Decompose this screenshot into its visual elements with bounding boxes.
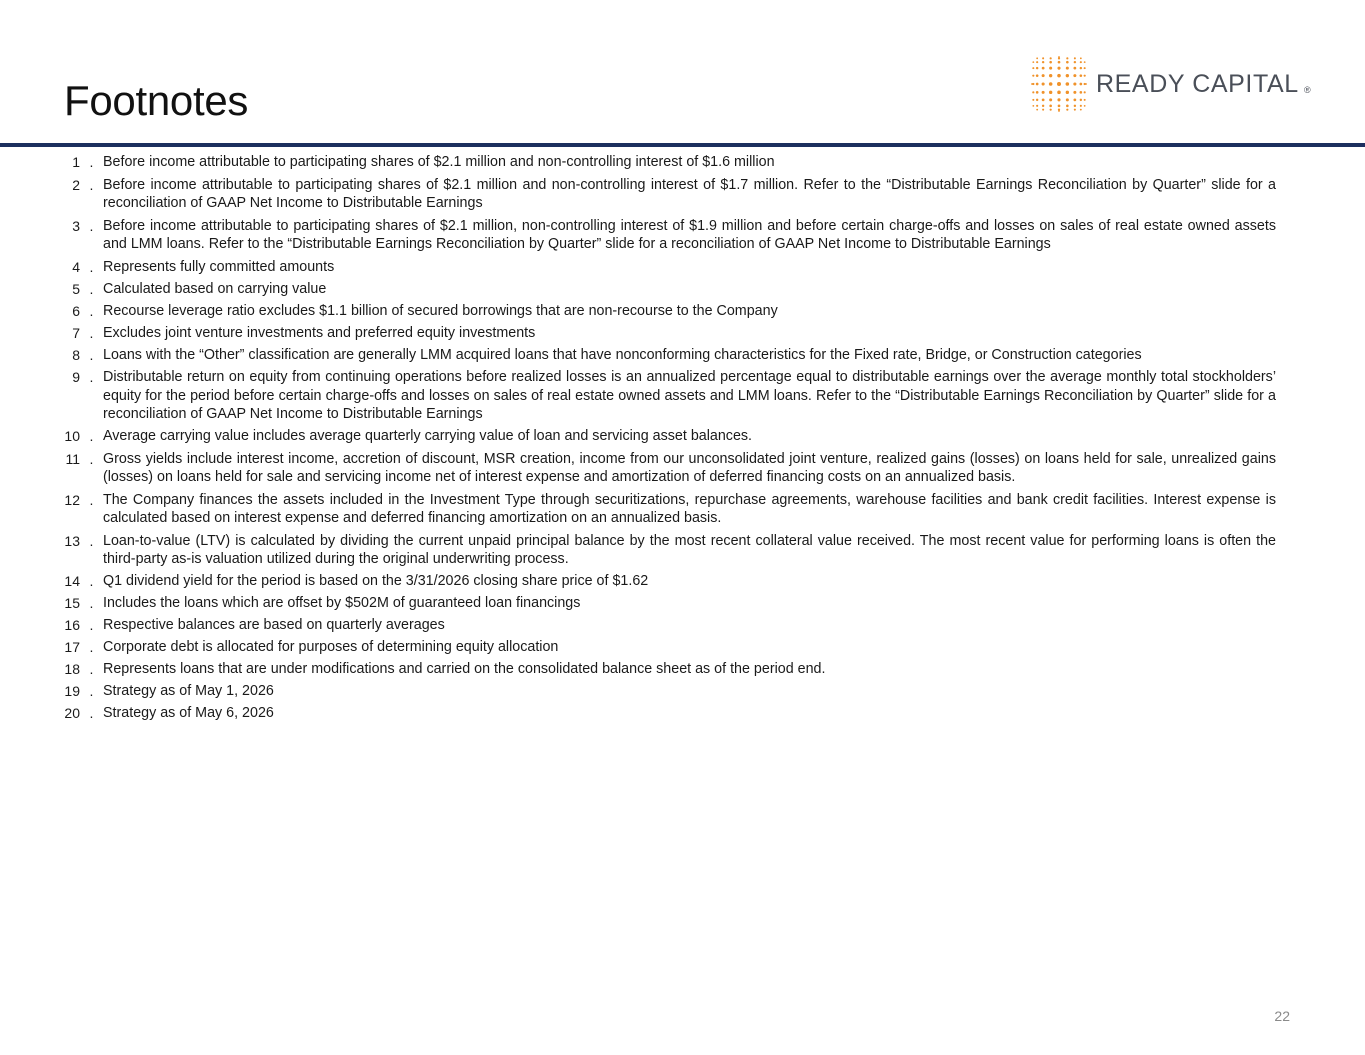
footnote-number: 20 — [64, 705, 80, 721]
footnote-separator: . — [89, 683, 94, 699]
footnote-number: 1 — [72, 154, 80, 170]
footnote-separator: . — [89, 217, 94, 234]
footnote-text: Before income attributable to participating shares of $2.1 million and non-controlling interest of $1.7 million. Refer to the “Distributable Earnings Reconciliation by Quarter” slide for a reconciliation of GAAP Net Income to Distributable Earnings — [103, 176, 1276, 211]
header-divider — [0, 143, 1365, 147]
footnote-separator: . — [89, 450, 94, 467]
footnote-number: 17 — [64, 639, 80, 655]
footnote-item — [0, 368, 1365, 424]
footnote-number: 19 — [64, 683, 80, 699]
footnote-text: Average carrying value includes average quarterly carrying value of loan and servicing asset balances. — [103, 428, 753, 444]
footnote-item — [0, 660, 1365, 679]
footnote-item — [0, 638, 1365, 657]
footnote-number: 12 — [64, 491, 80, 508]
footnote-separator: . — [89, 573, 94, 589]
footnote-text: Includes the loans which are offset by $502M of guaranteed loan financings — [103, 595, 581, 611]
page-number: 22 — [1274, 1008, 1290, 1024]
footnote-item — [0, 450, 1365, 487]
footnote-text: Excludes joint venture investments and preferred equity investments — [103, 324, 536, 341]
footnote-number: 4 — [72, 258, 80, 275]
logo-wordmark: READY CAPITAL — [1096, 70, 1299, 98]
footnote-text: Represents fully committed amounts — [103, 258, 335, 275]
footnote-text: Strategy as of May 1, 2026 — [103, 683, 274, 699]
footnote-item — [0, 572, 1365, 591]
footnote-number: 5 — [72, 280, 80, 297]
footnote-text: Before income attributable to participating shares of $2.1 million and non-controlling interest of $1.6 million — [103, 154, 775, 170]
footnote-number: 15 — [64, 595, 80, 611]
footnote-separator: . — [89, 428, 94, 444]
footnote-item — [0, 217, 1365, 254]
footnote-item — [0, 704, 1365, 723]
footnote-list — [0, 153, 1365, 723]
footnote-item — [0, 682, 1365, 701]
ready-capital-logo — [1028, 54, 1318, 114]
footnote-separator: . — [89, 258, 94, 275]
footnote-item — [0, 594, 1365, 613]
footnote-text: Calculated based on carrying value — [103, 280, 327, 297]
footnote-text: Q1 dividend yield for the period is based on the 3/31/2026 closing share price of $1.62 — [103, 573, 649, 589]
footnote-number: 7 — [72, 324, 80, 341]
footnote-text: Before income attributable to participating shares of $2.1 million, non-controlling interest of $1.9 million and before certain charge-offs and losses on sales of real estate owned assets and LMM loans. Refer to the “Distributable Earnings Reconciliation by Quarter” slide for a reconciliation of GAAP Net Income to Distributable Earnings — [103, 217, 1276, 252]
footnote-number: 10 — [64, 428, 80, 444]
footnote-separator: . — [89, 491, 94, 508]
footnote-text: Respective balances are based on quarterly averages — [103, 617, 445, 633]
page-title: Footnotes — [64, 77, 249, 124]
registered-mark: ® — [1304, 85, 1311, 95]
footnote-item — [0, 427, 1365, 446]
footnote-separator: . — [89, 154, 94, 170]
dotted-globe-icon — [1028, 54, 1090, 114]
footnote-item — [0, 532, 1365, 569]
footnote-separator: . — [89, 176, 94, 193]
footnote-text: Represents loans that are under modifications and carried on the consolidated balance sheet as of the period end. — [103, 661, 826, 677]
footnote-number: 8 — [72, 346, 80, 363]
footnote-separator: . — [89, 705, 94, 721]
footnote-item — [0, 616, 1365, 635]
footnote-text: Gross yields include interest income, accretion of discount, MSR creation, income from our unconsolidated joint venture, realized gains (losses) on loans held for sale, unrealized gains (losses) on loans held for sale and servicing income net of interest expense and amortization of deferred financing costs on an annualized basis. — [103, 450, 1276, 485]
footnote-number: 6 — [72, 302, 80, 319]
footnote-text: Loans with the “Other” classification are generally LMM acquired loans that have nonconforming characteristics for the Fixed rate, Bridge, or Construction categories — [103, 346, 1142, 363]
footnote-number: 2 — [72, 176, 80, 193]
footnote-number: 18 — [64, 661, 80, 677]
footnote-text: The Company finances the assets included in the Investment Type through securitizations, repurchase agreements, warehouse facilities and bank credit facilities. Interest expense is calculated based on interest expense and deferred financing amortization on an annualized basis. — [103, 491, 1276, 526]
footnote-separator: . — [89, 369, 94, 385]
footnote-text: Strategy as of May 6, 2026 — [103, 705, 274, 721]
footnote-text: Distributable return on equity from continuing operations before realized losses is an annualized percentage equal to distributable earnings over the average monthly total stockholders’ equity for the period before certain charge-offs and losses on sales of real estate owned assets and LMM loans. Refer to the “Distributable Earnings Reconciliation by Quarter” slide for a reconciliation of GAAP Net Income to Distributable Earnings — [103, 369, 1276, 422]
footnote-separator: . — [89, 661, 94, 677]
footnote-separator: . — [89, 324, 94, 341]
footnote-separator: . — [89, 280, 94, 297]
footnote-text: Loan-to-value (LTV) is calculated by dividing the current unpaid principal balance by the most recent collateral value received. The most recent value for performing loans is often the third-party as-is valuation utilized during the original underwriting process. — [103, 532, 1276, 567]
footnote-item — [0, 176, 1365, 213]
footnote-item — [0, 346, 1365, 365]
footnote-item — [0, 153, 1365, 172]
footnote-number: 11 — [65, 450, 80, 467]
footnote-text: Recourse leverage ratio excludes $1.1 billion of secured borrowings that are non-recourse to the Company — [103, 302, 778, 319]
footnote-separator: . — [89, 532, 94, 549]
footnote-separator: . — [89, 302, 94, 319]
footnote-item — [0, 280, 1365, 299]
footnote-number: 9 — [72, 369, 80, 385]
footnote-number: 3 — [72, 217, 80, 234]
footnote-item — [0, 258, 1365, 277]
footnote-separator: . — [89, 595, 94, 611]
footnote-number: 13 — [64, 532, 80, 549]
footnote-text: Corporate debt is allocated for purposes of determining equity allocation — [103, 639, 559, 655]
footnote-number: 16 — [64, 617, 80, 633]
footnote-item — [0, 324, 1365, 343]
footnote-separator: . — [89, 639, 94, 655]
footnote-number: 14 — [64, 573, 80, 589]
footnote-separator: . — [89, 346, 94, 363]
footnote-item — [0, 302, 1365, 321]
footnote-separator: . — [89, 617, 94, 633]
footnote-item — [0, 491, 1365, 528]
